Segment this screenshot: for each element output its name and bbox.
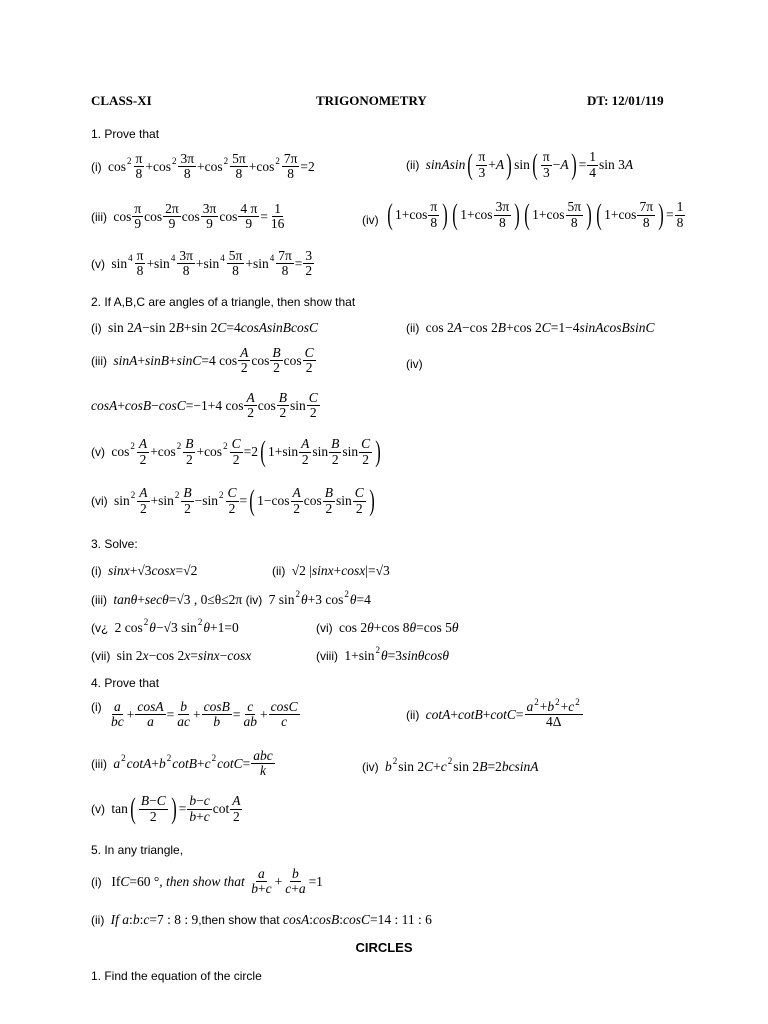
label-v: (v) <box>91 256 105 271</box>
formula: If a : b : c =7 : 8 : 9 ,then show that cosA : cosB : cosC =14 : 11 : 6 <box>110 912 432 927</box>
label-ii: (ii) <box>272 564 286 578</box>
formula: sin 2 A −sin 2 B +sin 2 C =4 cosAsinBcosC <box>108 320 319 335</box>
section-2-heading: 2. If A,B,C are angles of a triangle, then show that <box>91 295 356 309</box>
formula: sin 2 x −cos 2 x = sinx − cosx <box>116 648 252 663</box>
formula: 1+sin 2 θ =3 sinθcosθ <box>344 645 449 663</box>
label-iv: (iv) <box>362 760 379 774</box>
formula: sinAsin ( $\frac{\pi}{3}$ + A ) sin ( $\frac{\pi}{3}$ − A ) = $\frac{1}{4}$ sin 3 A <box>425 148 634 181</box>
problem-2-i <box>91 320 318 336</box>
problem-4-v <box>91 794 243 824</box>
label-ii: (ii) <box>406 707 420 722</box>
subject-title: TRIGONOMETRY <box>316 93 427 108</box>
formula: cos 2 A −cos 2 B +cos 2 C =1−4 sinAcosBsinC <box>425 320 655 335</box>
then-show-text: , then show that <box>159 873 245 889</box>
label-i: (i) <box>91 321 102 335</box>
problem-4-i <box>91 700 301 729</box>
problem-3-iii-iv <box>91 589 371 608</box>
label-v: (v) <box>91 802 105 816</box>
section-3-heading: 3. Solve: <box>91 537 138 551</box>
formula: sinA + sinB + sinC =4 cos $\frac{A}{2}$ cos $\frac{B}{2}$ cos $\frac{C}{2}$ <box>113 345 314 376</box>
formula: cos $\frac{\pi}{9}$ cos $\frac{2\pi}{9}$ cos $\frac{3\pi}{9}$ cos $\frac{4 \pi}{9}$ = $\frac{1}{16}$ <box>113 201 285 232</box>
problem-1-i <box>91 152 315 181</box>
formula: cos 2 θ +cos 8 θ =cos 5 θ <box>339 620 459 635</box>
circles-problem-1: 1. Find the equation of the circle <box>91 969 262 983</box>
label-i: (i) <box>91 874 102 889</box>
class-label: CLASS-XI <box>91 93 152 108</box>
problem-3-ii <box>272 563 390 579</box>
problem-2-iii <box>91 346 317 375</box>
formula: b 2 sin 2 C + c 2 sin 2 B =2 bcsinA <box>385 756 539 774</box>
problem-1-iv <box>362 200 686 230</box>
label-viii: (viii) <box>316 649 338 663</box>
problem-1-iii <box>91 202 287 231</box>
problem-2-iv <box>91 391 321 420</box>
formula: $\frac{a}{bc}$ + $\frac{\cos A}{a}$ = $\frac{b}{ac}$ + $\frac{\cos B}{b}$ = $\frac{c}{ab}$ + $\frac{\cos C}{c}$ <box>111 699 298 730</box>
formula: tanθ + secθ =√3 , 0≤θ≤2π <box>113 592 243 607</box>
formula: sin 2 $\frac{A}{2}$ +sin 2 $\frac{B}{2}$ −sin 2 $\frac{C}{2}$ = ( 1−cos $\frac{A}{2}$ cos $\frac{B}{2}$ sin $\frac{C}{2}$ ) <box>114 484 375 517</box>
section-1-heading: 1. Prove that <box>91 127 160 141</box>
problem-3-viii <box>316 645 449 664</box>
section-5-heading: 5. In any triangle, <box>91 843 184 857</box>
label-vii: (vii) <box>91 649 111 663</box>
then-show-text: ,then show that <box>198 913 280 927</box>
problem-1-v <box>91 249 315 278</box>
circles-heading: CIRCLES <box>355 940 413 955</box>
label-v: (v¿ <box>91 621 109 635</box>
label-ii: (ii) <box>91 913 105 927</box>
problem-5-i <box>91 867 323 896</box>
problem-3-v <box>91 617 239 636</box>
formula: cotA + cotB + cotC = $\frac{a^2+b^2+c^2}{4\Delta}$ <box>426 700 584 729</box>
problem-4-iv <box>362 756 539 775</box>
label-i: (i) <box>91 700 102 714</box>
label-iii: (iii) <box>91 353 107 368</box>
date-label: DT: 12/01/119 <box>587 93 664 108</box>
problem-2-v <box>91 437 383 467</box>
formula: cosA + cosB − cosC =−1+4 cos $\frac{A}{2}$ cos $\frac{B}{2}$ sin $\frac{C}{2}$ <box>91 390 318 421</box>
label-iv: (iv) <box>245 593 263 607</box>
formula: cos 2 $\frac{A}{2}$ +cos 2 $\frac{B}{2}$ +cos 2 $\frac{C}{2}$ =2 ( 1+sin $\frac{A}{2}$ sin $\frac{B}{2}$ sin $\frac{C}{2}$ ) <box>111 435 381 468</box>
formula: 7 sin 2 θ +3 cos 2 θ =4 <box>268 589 371 607</box>
problem-2-iv-label: (iv) <box>406 357 423 371</box>
label-iii: (iii) <box>91 209 107 224</box>
problem-1-ii <box>406 150 633 180</box>
label-iii: (iii) <box>91 756 107 771</box>
formula: sinx +√3 cosx =√2 <box>108 563 198 578</box>
label-ii: (ii) <box>406 158 420 172</box>
problem-3-vi <box>316 620 459 636</box>
problem-4-iii <box>91 749 276 778</box>
problem-2-ii <box>406 320 655 336</box>
formula: ( 1+cos $\frac{\pi}{8}$ ) ( 1+cos $\frac{3\pi}{8}$ ) ( 1+cos $\frac{5\pi}{8}$ ) ( 1+cos $\frac{7\pi}{8}$ ) = $\frac{1}{8}$ <box>387 198 684 231</box>
label-v: (v) <box>91 445 105 459</box>
section-4-heading: 4. Prove that <box>91 676 160 690</box>
label-vi: (vi) <box>91 494 108 508</box>
formula: tan ( $\frac{B-C}{2}$ ) = $\frac{b-c}{b+c}$ cot $\frac{A}{2}$ <box>111 792 241 825</box>
formula: cos 2 $\frac{\pi}{8}$ +cos 2 $\frac{3\pi}{8}$ +cos 2 $\frac{5\pi}{8}$ +cos 2 $\frac{7\pi}{8}$ =2 <box>108 151 315 182</box>
problem-4-ii <box>406 697 584 730</box>
formula: √2 | sinx + cosx |=√3 <box>291 563 390 578</box>
formula: If C =60 ° , then show that $\frac{a}{b+c}$ + $\frac{b}{c+a}$ =1 <box>108 866 323 897</box>
label-i: (i) <box>91 159 102 174</box>
formula: 2 cos 2 θ −√3 sin 2 θ +1=0 <box>114 617 239 635</box>
problem-2-vi <box>91 486 377 516</box>
problem-3-vii <box>91 648 251 664</box>
label-iv: (iv) <box>362 213 379 227</box>
formula: a 2 cotA + b 2 cotB + c 2 cotC = $\frac{\text{abc}}{k}$ <box>113 748 273 779</box>
label-iii: (iii) <box>91 593 107 607</box>
problem-3-i <box>91 563 197 579</box>
label-vi: (vi) <box>316 621 333 635</box>
label-ii: (ii) <box>406 321 420 335</box>
label-i: (i) <box>91 564 102 578</box>
formula: sin 4 $\frac{\pi}{8}$ +sin 4 $\frac{3\pi}{8}$ +sin 4 $\frac{5\pi}{8}$ +sin 4 $\frac{7\pi}{8}$ = $\frac{3}{2}$ <box>111 248 313 279</box>
problem-5-ii <box>91 912 432 928</box>
